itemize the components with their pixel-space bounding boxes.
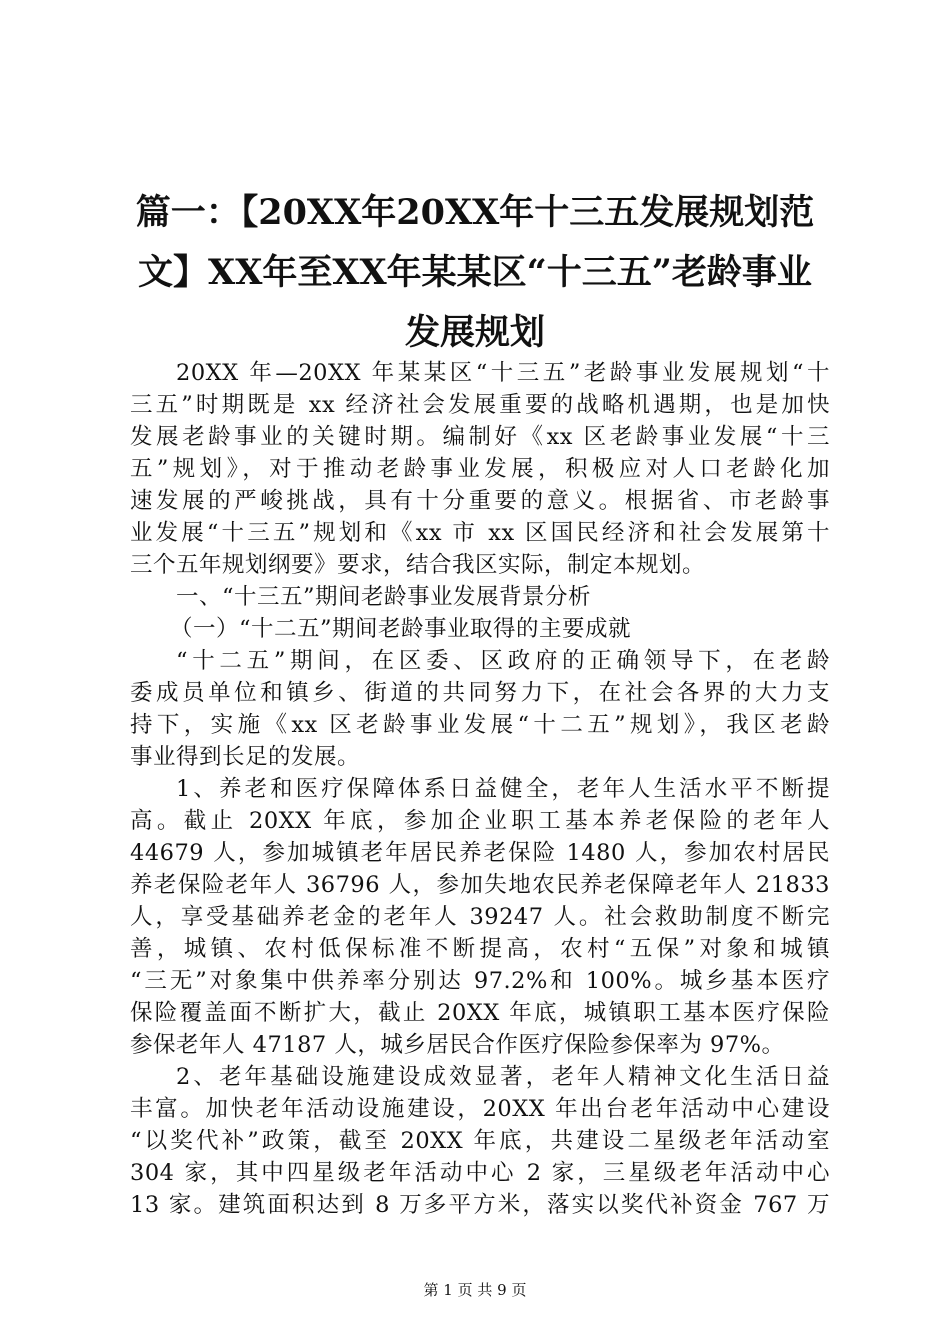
title-line: 文】XX年至XX年某某区“十三五”老龄事业 [138,252,812,293]
body-line: 44679 人，参加城镇老年居民养老保险 1480 人，参加农村居民 [130,840,830,866]
body-line: 速发展的严峻挑战，具有十分重要的意义。根据省、市老龄事 [130,488,830,514]
body-line: 保险覆盖面不断扩大，截止 20XX 年底，城镇职工基本医疗保险 [130,1000,830,1026]
body-line: 2、老年基础设施建设成效显著，老年人精神文化生活日益 [176,1064,830,1090]
body-line: 持下，实施《xx 区老龄事业发展“十二五”规划》，我区老龄 [130,712,830,738]
body-line: 委成员单位和镇乡、街道的共同努力下，在社会各界的大力支 [130,680,830,706]
body-line: 1、养老和医疗保障体系日益健全，老年人生活水平不断提 [176,776,830,802]
body-line: 业发展“十三五”规划和《xx 市 xx 区国民经济和社会发展第十 [130,520,830,546]
body-line: 人，享受基础养老金的老年人 39247 人。社会救助制度不断完 [130,904,830,930]
body-line: 事业得到长足的发展。 [130,744,361,770]
body-line: 发展老龄事业的关键时期。编制好《xx 区老龄事业发展“十三 [130,424,830,450]
page-footer: 第 1 页 共 9 页 [423,1281,527,1299]
body-line: 三个五年规划纲要》要求，结合我区实际，制定本规划。 [130,552,706,578]
document-title [120,183,830,363]
body-line: 304 家，其中四星级老年活动中心 2 家，三星级老年活动中心 [130,1160,830,1186]
body-line: 养老保险老年人 36796 人，参加失地农民养老保障老年人 21833 [130,872,830,898]
section-heading: 一、“十三五”期间老龄事业发展背景分析 [176,584,592,610]
body-line: 高。截止 20XX 年底，参加企业职工基本养老保险的老年人 [130,808,830,834]
body-line: 13 家。建筑面积达到 8 万多平方米，落实以奖代补资金 767 万 [130,1192,830,1218]
body-line: 丰富。加快老年活动设施建设，20XX 年出台老年活动中心建设 [130,1096,830,1122]
body-line: “三无”对象集中供养率分别达 97.2%和 100%。城乡基本医疗 [130,968,830,994]
subsection-heading: （一）“十二五”期间老龄事业取得的主要成就 [170,616,632,642]
body-line: 善，城镇、农村低保标准不断提高，农村“五保”对象和城镇 [130,936,830,962]
body-line: “十二五”期间，在区委、区政府的正确领导下，在老龄 [176,648,830,674]
document-body [130,357,830,1221]
title-line: 篇一：【20XX年20XX年十三五发展规划范 [135,192,815,233]
title-line: 发展规划 [404,312,545,353]
body-line: 三五”时期既是 xx 经济社会发展重要的战略机遇期，也是加快 [130,392,830,418]
body-line: 参保老年人 47187 人，城乡居民合作医疗保险参保率为 97%。 [130,1032,785,1058]
body-line: 五”规划》，对于推动老龄事业发展，积极应对人口老龄化加 [130,456,830,482]
body-line: 20XX 年—20XX 年某某区“十三五”老龄事业发展规划“十 [176,360,830,386]
body-line: “以奖代补”政策，截至 20XX 年底，共建设二星级老年活动室 [130,1128,830,1154]
